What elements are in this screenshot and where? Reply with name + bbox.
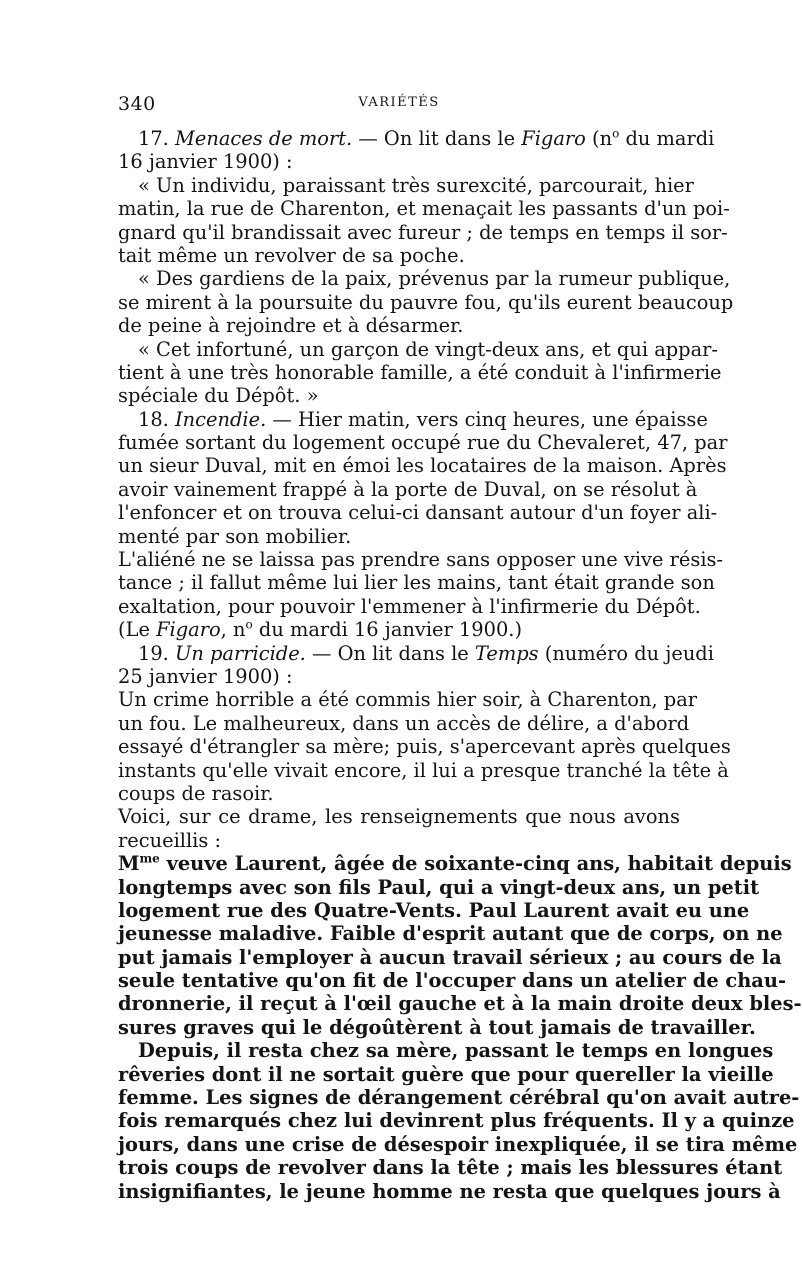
text-line: longtemps avec son fils Paul, qui a vingt-deux ans, un petit	[118, 875, 760, 899]
newspaper-name: Figaro	[156, 618, 221, 642]
intro-text: (n	[592, 127, 613, 150]
text-line: instants qu'elle vivait encore, il lui a presque tranché la tête à	[118, 758, 729, 782]
page-number: 340	[118, 93, 156, 115]
text-line: seule tentative qu'on fit de l'occuper dans un atelier de chau-	[118, 969, 787, 993]
text-line: recueillis :	[118, 828, 222, 852]
text-line: fumée sortant du logement occupé rue du Chevaleret, 47, par	[118, 431, 728, 455]
text-line: « Des gardiens de la paix, prévenus par la rumeur publique,	[138, 267, 731, 291]
text-line: fois remarqués chez lui devinrent plus fréquents. Il y a quinze	[118, 1109, 795, 1133]
section-title-italic: Un parricide.	[175, 641, 306, 665]
text-line: put jamais l'employer à aucun travail sérieux ; au cours de la	[118, 945, 782, 969]
text-line: 16 janvier 1900) :	[118, 150, 293, 174]
mme-sup: me	[139, 851, 160, 866]
text-line: tait même un revolver de sa poche.	[118, 243, 465, 267]
text-line: l'enfoncer et on trouva celui-ci dansant autour d'un foyer ali-	[118, 501, 718, 525]
source-no: , n	[220, 618, 246, 642]
section-number: 19.	[138, 641, 169, 665]
text-line: L'aliéné ne se laissa pas prendre sans opposer une vive résis-	[118, 548, 724, 572]
text-line: trois coups de revolver dans la tête ; mais les blessures étant	[118, 1156, 783, 1180]
source-date: du mardi 16 janvier 1900.)	[258, 618, 523, 642]
em-dash: —	[312, 641, 332, 665]
text-line: Un crime horrible a été commis hier soir, à Charenton, par	[118, 688, 698, 712]
text-line: logement rue des Quatre-Vents. Paul Laurent avait eu une	[118, 898, 750, 922]
text-line: 25 janvier 1900) :	[118, 664, 293, 688]
text-line: dronnerie, il reçut à l'œil gauche et à la main droite deux bles-	[118, 992, 802, 1016]
text-line: tient à une très honorable famille, a été conduit à l'infirmerie	[118, 360, 722, 384]
text-line: menté par son mobilier.	[118, 524, 352, 548]
section-title-italic: Menaces de mort.	[175, 127, 353, 150]
text-line: se mirent à la poursuite du pauvre fou, qu'ils eurent beaucoup	[118, 290, 734, 314]
mme-prefix: M	[118, 852, 140, 876]
text-line: « Un individu, paraissant très surexcité, parcourait, hier	[138, 173, 694, 197]
text-line: tance ; il fallut même lui lier les mains, tant était grande son	[118, 571, 715, 595]
text-line: Depuis, il resta chez sa mère, passant le temps en longues	[138, 1039, 774, 1063]
mme-rest: veuve Laurent, âgée de soixante-cinq ans, habitait depuis	[166, 852, 792, 876]
newspaper-name: Figaro	[521, 127, 586, 150]
text-line: un fou. Le malheureux, dans un accès de délire, a d'abord	[118, 711, 690, 735]
text-line: matin, la rue de Charenton, et menaçait les passants d'un poi-	[118, 197, 730, 221]
text-line: de peine à rejoindre et à désarmer.	[118, 314, 464, 338]
section-18-heading-line	[118, 407, 708, 431]
text-line: rêveries dont il ne sortait guère que pour quereller la vieille	[118, 1062, 774, 1086]
ordinal-sup: o	[612, 126, 620, 141]
text-line: jeunesse maladive. Faible d'esprit autant que de corps, on ne	[118, 922, 783, 946]
intro-text: On lit dans le	[337, 641, 469, 665]
text-line: spéciale du Dépôt. »	[118, 384, 319, 408]
intro-text: On lit dans le	[383, 127, 516, 150]
text-line: femme. Les signes de dérangement cérébral qu'on avait autre-	[118, 1086, 800, 1110]
section-19-heading-line	[118, 641, 714, 665]
intro-text: du mardi	[625, 127, 715, 150]
intro-text: (numéro du jeudi	[544, 641, 714, 665]
section-17-heading-line	[118, 126, 715, 150]
newspaper-name: Temps	[474, 641, 539, 665]
source-open: (Le	[118, 618, 150, 642]
text-line: un sieur Duval, mit en émoi les locataires de la maison. Après	[118, 454, 727, 478]
text-line: « Cet infortuné, un garçon de vingt-deux ans, et qui appar-	[138, 337, 718, 361]
running-head	[118, 93, 680, 117]
text-line: avoir vainement frappé à la porte de Duval, on se résolut à	[118, 477, 698, 501]
text-line: exaltation, pour pouvoir l'emmener à l'infirmerie du Dépôt.	[118, 594, 701, 618]
mme-line	[118, 851, 792, 876]
text-line: essayé d'étrangler sa mère; puis, s'apercevant après quelques	[118, 735, 731, 759]
section-number: 18.	[138, 407, 169, 431]
text-line: coups de rasoir.	[118, 781, 274, 805]
text-line: insignifiantes, le jeune homme ne resta que quelques jours à	[118, 1179, 781, 1203]
source-citation-line	[118, 618, 680, 641]
text-line: sures graves qui le dégoûtèrent à tout jamais de travailler.	[118, 1015, 756, 1039]
intro-text: Hier matin, vers cinq heures, une épaisse	[297, 407, 708, 431]
section-title: VARIÉTÉS	[358, 95, 440, 110]
text-line: Voici, sur ce drame, les renseignements que nous avons	[118, 805, 680, 829]
text-line: gnard qu'il brandissait avec fureur ; de temps en temps il sor-	[118, 220, 728, 244]
body-text	[118, 126, 802, 1203]
ordinal-sup: o	[245, 617, 253, 632]
em-dash: —	[272, 407, 292, 431]
em-dash: —	[358, 127, 378, 150]
section-title-italic: Incendie.	[175, 407, 267, 431]
section-number: 17.	[138, 127, 169, 150]
text-line: jours, dans une crise de désespoir inexpliquée, il se tira même	[118, 1132, 798, 1156]
